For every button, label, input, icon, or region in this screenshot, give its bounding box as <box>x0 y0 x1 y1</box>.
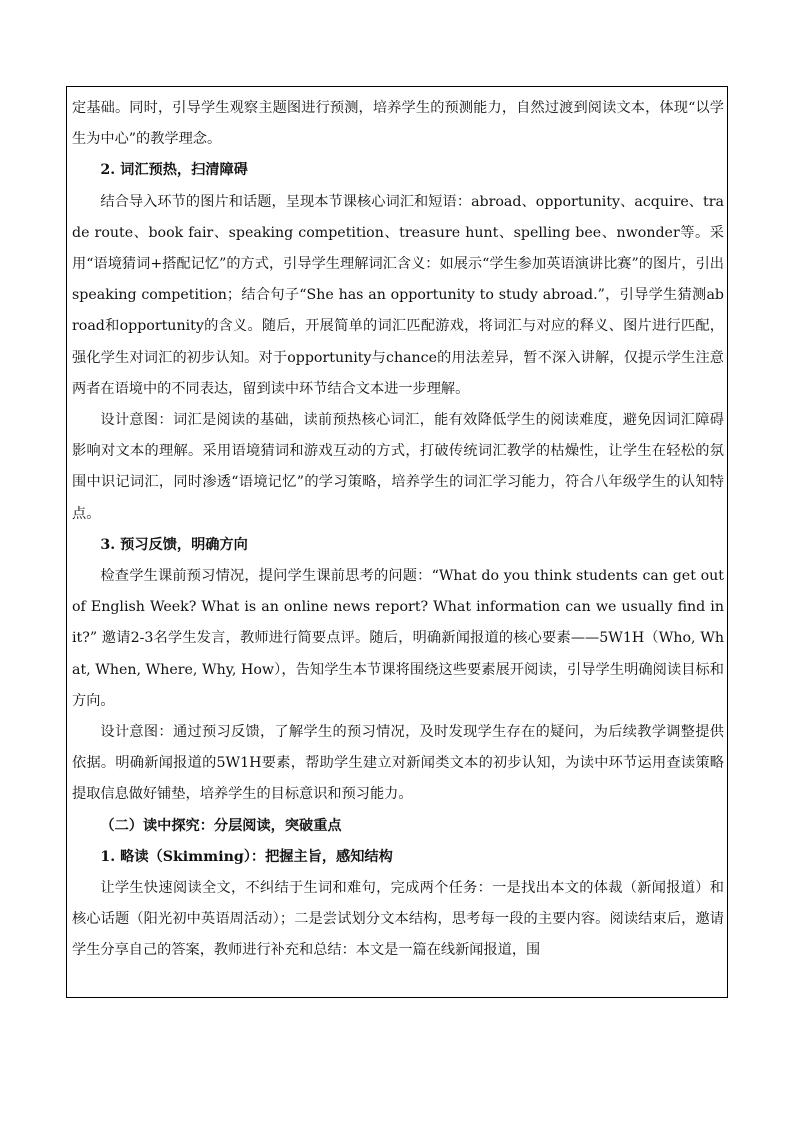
section-heading-preview-feedback: 3. 预习反馈，明确方向 <box>100 536 248 553</box>
paragraph-vocabulary-intent: 设计意图：词汇是阅读的基础，读前预热核心词汇，能有效降低学生的阅读难度，避免因词汇障碍影响对文本的理解。采用语境猜词和游戏互动的方式，打破传统词汇教学的枯燥性，让学生在轻松的氛围中识记词汇，同时渗透“语境记忆”的学习策略，培养学生的词汇学习能力，符合八年级学生的认知特点。 <box>72 412 724 522</box>
paragraph-intro-continuation: 定基础。同时，引导学生观察主题图进行预测，培养学生的预测能力，自然过渡到阅读文本，体现“以学生为中心”的教学理念。 <box>72 100 724 148</box>
document-frame <box>66 86 728 998</box>
paragraph-skimming: 让学生快速阅读全文，不纠结于生词和难句，完成两个任务：一是找出本文的体裁（新闻报道）和核心话题（阳光初中英语周活动）；二是尝试划分文本结构，思考每一段的主要内容。阅读结束后，邀请学生分享自己的答案，教师进行补充和总结：本文是一篇在线新闻报道，围 <box>72 880 724 959</box>
paragraph-preview-feedback: 检查学生课前预习情况，提问学生课前思考的问题：“What do you think students can get out of English Week? What is an online news report? What information can we usually find in it?” 邀请2-3名学生发言，教师进行简要点评。随后，明确新闻报道的核心要素——5W1H（Who, What, When, Where, Why, How），告知学生本节课将围绕这些要素展开阅读，引导学生明确阅读目标和方向。 <box>72 568 724 709</box>
paragraph-preview-intent: 设计意图：通过预习反馈，了解学生的预习情况，及时发现学生存在的疑问，为后续教学调整提供依据。明确新闻报道的5W1H要素，帮助学生建立对新闻类文本的初步认知，为读中环节运用查读策略提取信息做好铺垫，培养学生的目标意识和预习能力。 <box>72 724 724 803</box>
paragraph-vocabulary: 结合导入环节的图片和话题，呈现本节课核心词汇和短语：abroad、opportunity、acquire、trade route、book fair、speaking competition、treasure hunt、spelling bee、nwonder等。采用“语境猜词+搭配记忆”的方式，引导学生理解词汇含义：如展示“学生参加英语演讲比赛”的图片，引出speaking competition；结合句子“She has an opportunity to study abroad.”，引导学生猜测abroad和opportunity的含义。随后，开展简单的词汇匹配游戏，将词汇与对应的释义、图片进行匹配，强化学生对词汇的初步认知。对于opportunity与chance的用法差异，暂不深入讲解，仅提示学生注意两者在语境中的不同表达，留到读中环节结合文本进一步理解。 <box>72 193 724 397</box>
document-content <box>72 93 724 967</box>
section-heading-vocabulary: 2. 词汇预热，扫清障碍 <box>100 162 248 179</box>
section-heading-skimming: 1. 略读（Skimming）：把握主旨，感知结构 <box>100 848 393 865</box>
section-heading-while-reading: （二）读中探究：分层阅读，突破重点 <box>100 817 342 834</box>
